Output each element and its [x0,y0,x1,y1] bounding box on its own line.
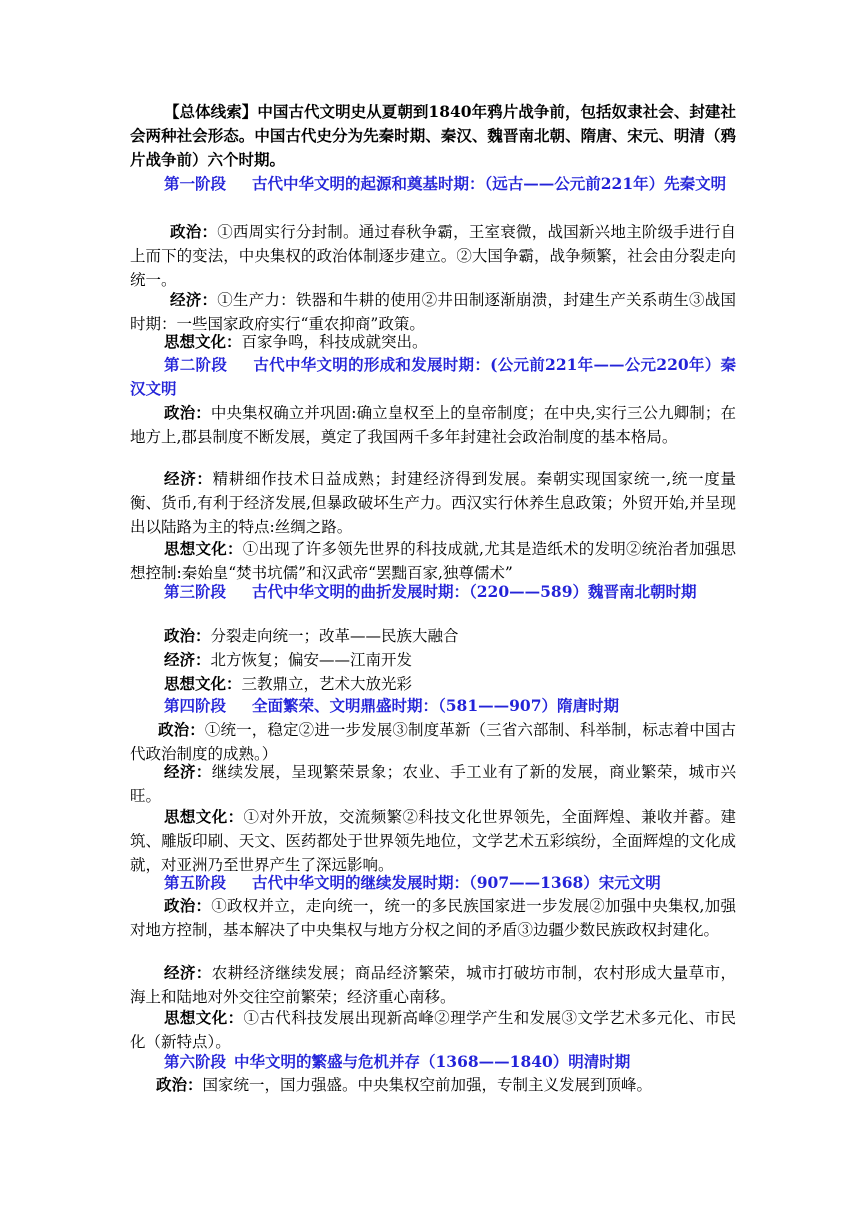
stage-5-name: 第五阶段 [164,873,227,892]
stage-4-heading [130,694,736,718]
stage-1-politics [130,220,736,292]
stage-1-economy-text: ①生产力：铁器和牛耕的使用②井田制逐渐崩溃，封建生产关系萌生③战国时期：一些国家政府实行“重农抑商”政策。 [130,291,736,333]
stage-3-politics [130,624,736,649]
stage-4-economy [130,760,736,809]
stage-4-title: 全面繁荣、文明鼎盛时期：（581——907）隋唐时期 [252,696,619,715]
economy-label: 经济： [164,963,212,982]
stage-5-economy [130,961,736,1010]
stage-6-name: 第六阶段 [164,1052,227,1071]
stage-1-politics-text: ①西周实行分封制。通过春秋争霸，王室衰微，战国新兴地主阶级手进行自上而下的变法，中央集权的政治体制逐步建立。②大国争霸，战争频繁，社会由分裂走向统一。 [130,223,736,289]
stage-6-heading [130,1050,736,1074]
stage-2-culture [130,537,736,586]
stage-4-culture [130,805,736,877]
stage-3-title: 古代中华文明的曲折发展时期：（220——589）魏晋南北朝时期 [252,582,697,601]
stage-5-economy-text: 农耕经济继续发展；商品经济繁荣，城市打破坊市制，农村形成大量草市，海上和陆地对外交往空前繁荣；经济重心南移。 [130,964,736,1006]
politics-label: 政治： [156,1075,203,1094]
stage-6-title: 中华文明的繁盛与危机并存（1368——1840）明清时期 [234,1052,631,1071]
intro-paragraph: 【总体线索】中国古代文明史从夏朝到1840年鸦片战争前，包括奴隶社会、封建社会两种社会形态。中国古代史分为先秦时期、秦汉、魏晋南北朝、隋唐、宋元、明清（鸦片战争前）六个时期。 [130,102,736,169]
stage-6-politics [156,1073,736,1098]
stage-1-culture-text: 百家争鸣，科技成就突出。 [241,333,428,351]
stage-2-politics-text: 中央集权确立并巩固:确立皇权至上的皇帝制度；在中央,实行三公九卿制；在地方上,郡县制度不断发展，奠定了我国两千多年封建社会政治制度的基本格局。 [130,404,736,446]
politics-label: 政治： [164,626,211,645]
politics-label: 政治： [158,720,205,739]
culture-label: 思想文化： [164,1008,244,1027]
stage-5-heading [130,871,736,895]
stage-4-politics-text: ①统一，稳定②进一步发展③制度革新（三省六部制、科举制，标志着中国古代政治制度的成熟。） [130,721,736,763]
stage-1-culture [130,330,736,355]
economy-label: 经济： [164,469,213,488]
stage-4-economy-text: 继续发展，呈现繁荣景象；农业、手工业有了新的发展，商业繁荣，城市兴旺。 [130,763,736,805]
stage-2-culture-text: ①出现了许多领先世界的科技成就,尤其是造纸术的发明②统治者加强思想控制:秦始皇“焚书坑儒”和汉武帝“罢黜百家,独尊儒术” [130,540,736,582]
stage-5-politics [130,894,736,943]
stage-2-politics [130,401,736,450]
stage-3-politics-text: 分裂走向统一；改革——民族大融合 [210,627,459,645]
politics-label: 政治： [164,403,211,422]
stage-3-culture-text: 三教鼎立，艺术大放光彩 [241,675,413,693]
culture-label: 思想文化： [164,674,242,693]
stage-4-name: 第四阶段 [164,696,227,715]
stage-2-economy-text: 精耕细作技术日益成熟；封建经济得到发展。秦朝实现国家统一,统一度量衡、货币,有利于经济发展,但暴政破坏生产力。西汉实行休养生息政策；外贸开始,并呈现出以陆路为主的特点:丝绸之路。 [130,470,736,536]
stage-3-name: 第三阶段 [164,582,227,601]
politics-label: 政治： [170,222,218,241]
economy-label: 经济： [170,290,218,309]
stage-3-heading [130,580,736,604]
stage-5-culture [130,1006,736,1055]
stage-2-economy [130,467,736,539]
culture-label: 思想文化： [164,332,242,351]
stage-5-title: 古代中华文明的继续发展时期：（907——1368）宋元文明 [252,873,661,892]
stage-6-politics-text: 国家统一，国力强盛。中央集权空前加强，专制主义发展到顶峰。 [202,1076,653,1094]
stage-1-name: 第一阶段 [164,174,227,193]
stage-2-name: 第二阶段 [164,355,228,374]
stage-3-economy-text: 北方恢复；偏安——江南开发 [210,651,413,669]
stage-2-title: 古代中华文明的形成和发展时期：(公元前221年——公元220年）秦汉文明 [130,355,736,398]
stage-2-heading [130,353,736,401]
stage-5-politics-text: ①政权并立，走向统一，统一的多民族国家进一步发展②加强中央集权,加强对地方控制，基本解决了中央集权与地方分权之间的矛盾③边疆少数民族政权封建化。 [130,897,736,939]
economy-label: 经济： [164,762,212,781]
stage-1-heading [130,172,736,196]
economy-label: 经济： [164,650,211,669]
stage-4-culture-text: ①对外开放，交流频繁②科技文化世界领先，全面辉煌、兼收并蓄。建筑、雕版印刷、天文、医药都处于世界领先地位，文学艺术五彩缤纷，全面辉煌的文化成就，对亚洲乃至世界产生了深远影响。 [130,808,736,874]
culture-label: 思想文化： [164,539,243,558]
stage-5-culture-text: ①古代科技发展出现新高峰②理学产生和发展③文学艺术多元化、市民化（新特点）。 [130,1009,736,1051]
culture-label: 思想文化： [164,807,244,826]
stage-3-economy [130,648,736,673]
stage-1-title: 古代中华文明的起源和奠基时期：（远古——公元前221年）先秦文明 [252,174,727,193]
politics-label: 政治： [164,896,212,915]
